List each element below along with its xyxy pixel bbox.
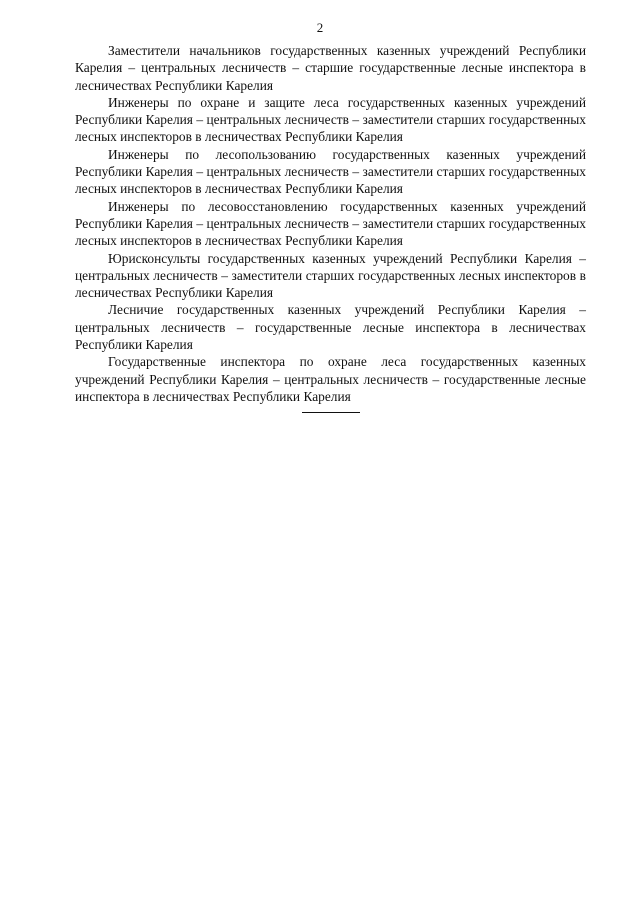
paragraph-protection-engineers: Инженеры по охране и защите леса государственных казенных учреждений Республики Карелия – центральных лесничеств – заместители старших государственных лесных инспекторов в лесничествах Республики Карелия [75, 94, 586, 145]
paragraph-deputy-heads: Заместители начальников государственных казенных учреждений Республики Карелия – центральных лесничеств – старшие государственные лесные инспектора в лесничествах Республики Карелия [75, 43, 586, 93]
paragraph-legal-advisers: Юрисконсульты государственных казенных учреждений Республики Карелия – центральных лесничеств – заместители старших государственных лесных инспекторов в лесничествах Республики Карелия [75, 250, 586, 301]
end-divider [302, 412, 360, 413]
paragraph-reforestation-engineers: Инженеры по лесовосстановлению государственных казенных учреждений Республики Карелия – центральных лесничеств – заместители старших государственных лесных инспекторов в лесничествах Республики Карелия [75, 198, 586, 249]
page-number: 2 [316, 20, 324, 35]
document-body [75, 42, 586, 413]
paragraph-forest-inspectors: Государственные инспектора по охране леса государственных казенных учреждений Республики Карелия – центральных лесничеств – государственные лесные инспектора в лесничествах Республики Карелия [75, 354, 586, 404]
paragraph-foresters: Лесничие государственных казенных учреждений Республики Карелия – центральных лесничеств – государственные лесные инспектора в лесничествах Республики Карелия [75, 302, 586, 353]
paragraph-forest-use-engineers: Инженеры по лесопользованию государственных казенных учреждений Республики Карелия – центральных лесничеств – заместители старших государственных лесных инспекторов в лесничествах Республики Карелия [75, 146, 586, 197]
